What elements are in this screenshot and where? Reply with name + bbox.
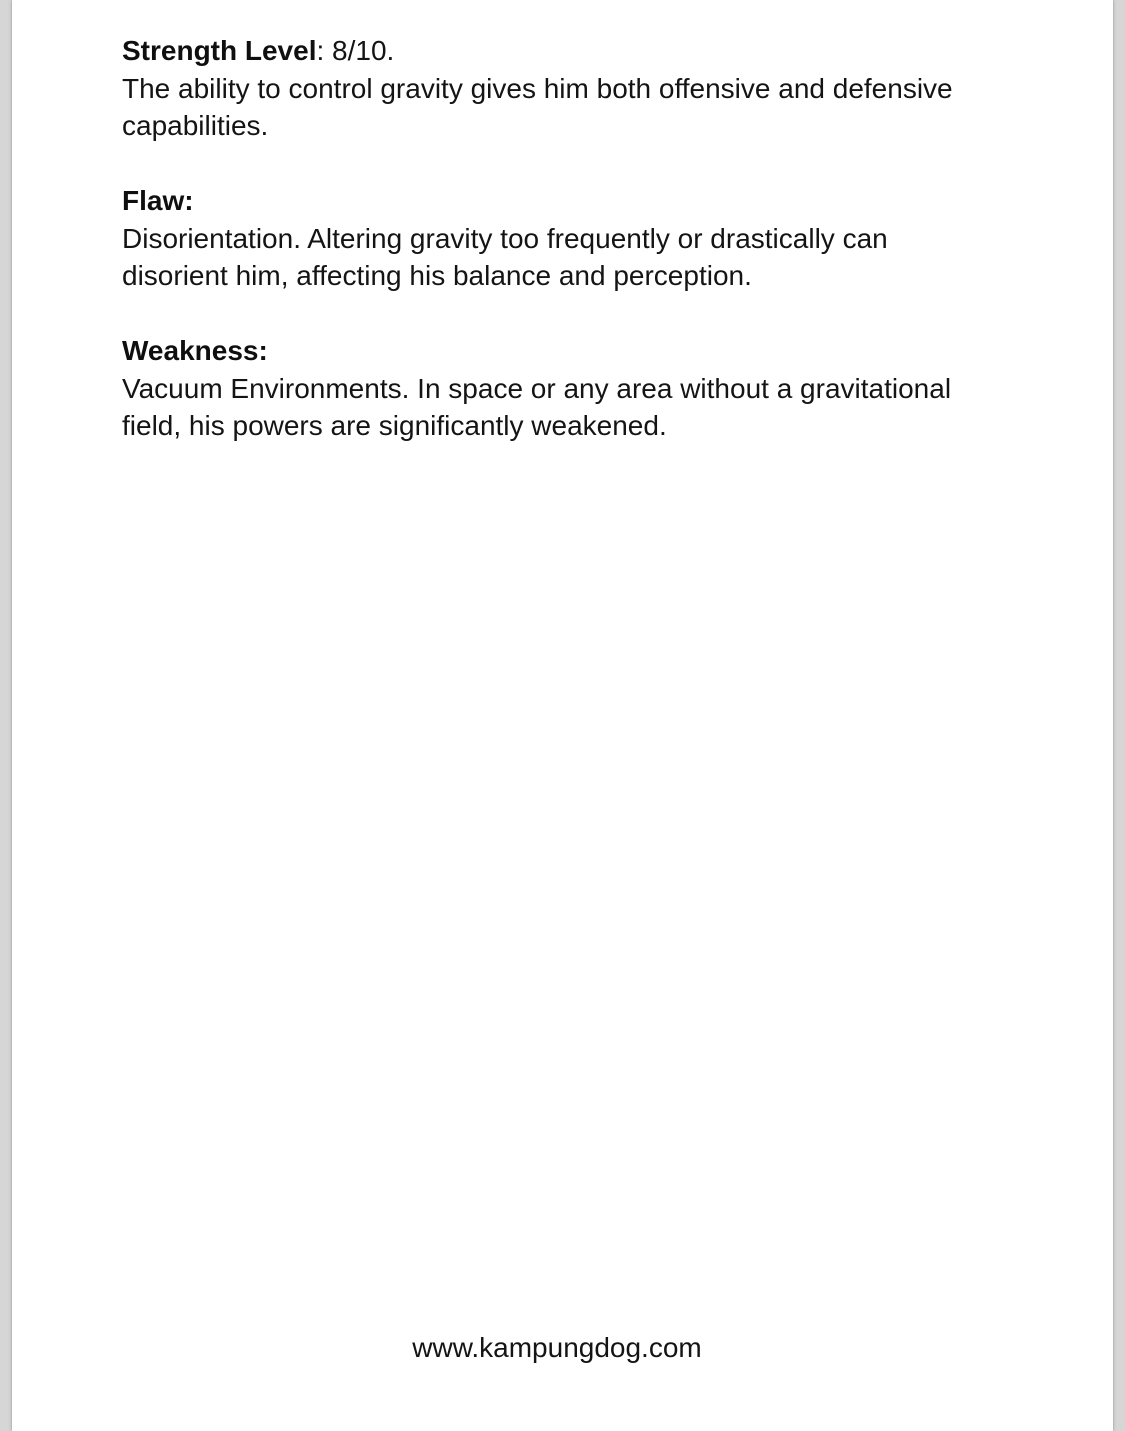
section-body: Vacuum Environments. In space or any area without a gravitational field, his powers are significantly weakened. [122, 372, 952, 441]
section-body: The ability to control gravity gives him both offensive and defensive capabilities. [122, 72, 953, 141]
section-weakness [122, 332, 992, 445]
section-heading: Flaw: [122, 185, 194, 216]
section-heading-line [122, 332, 992, 370]
document-content [122, 32, 992, 482]
section-heading-line [122, 32, 992, 70]
section-heading: Weakness: [122, 335, 268, 366]
section-heading: Strength Level [122, 35, 317, 66]
section-heading-line [122, 182, 992, 220]
page-footer-url: www.kampungdog.com [412, 1332, 702, 1363]
section-heading-value: : 8/10. [316, 35, 395, 66]
section-body: Disorientation. Altering gravity too frequently or drastically can disorient him, affecting his balance and perception. [122, 222, 888, 291]
document-page [12, 0, 1113, 1431]
section-flaw [122, 182, 992, 295]
section-strength-level [122, 32, 992, 145]
